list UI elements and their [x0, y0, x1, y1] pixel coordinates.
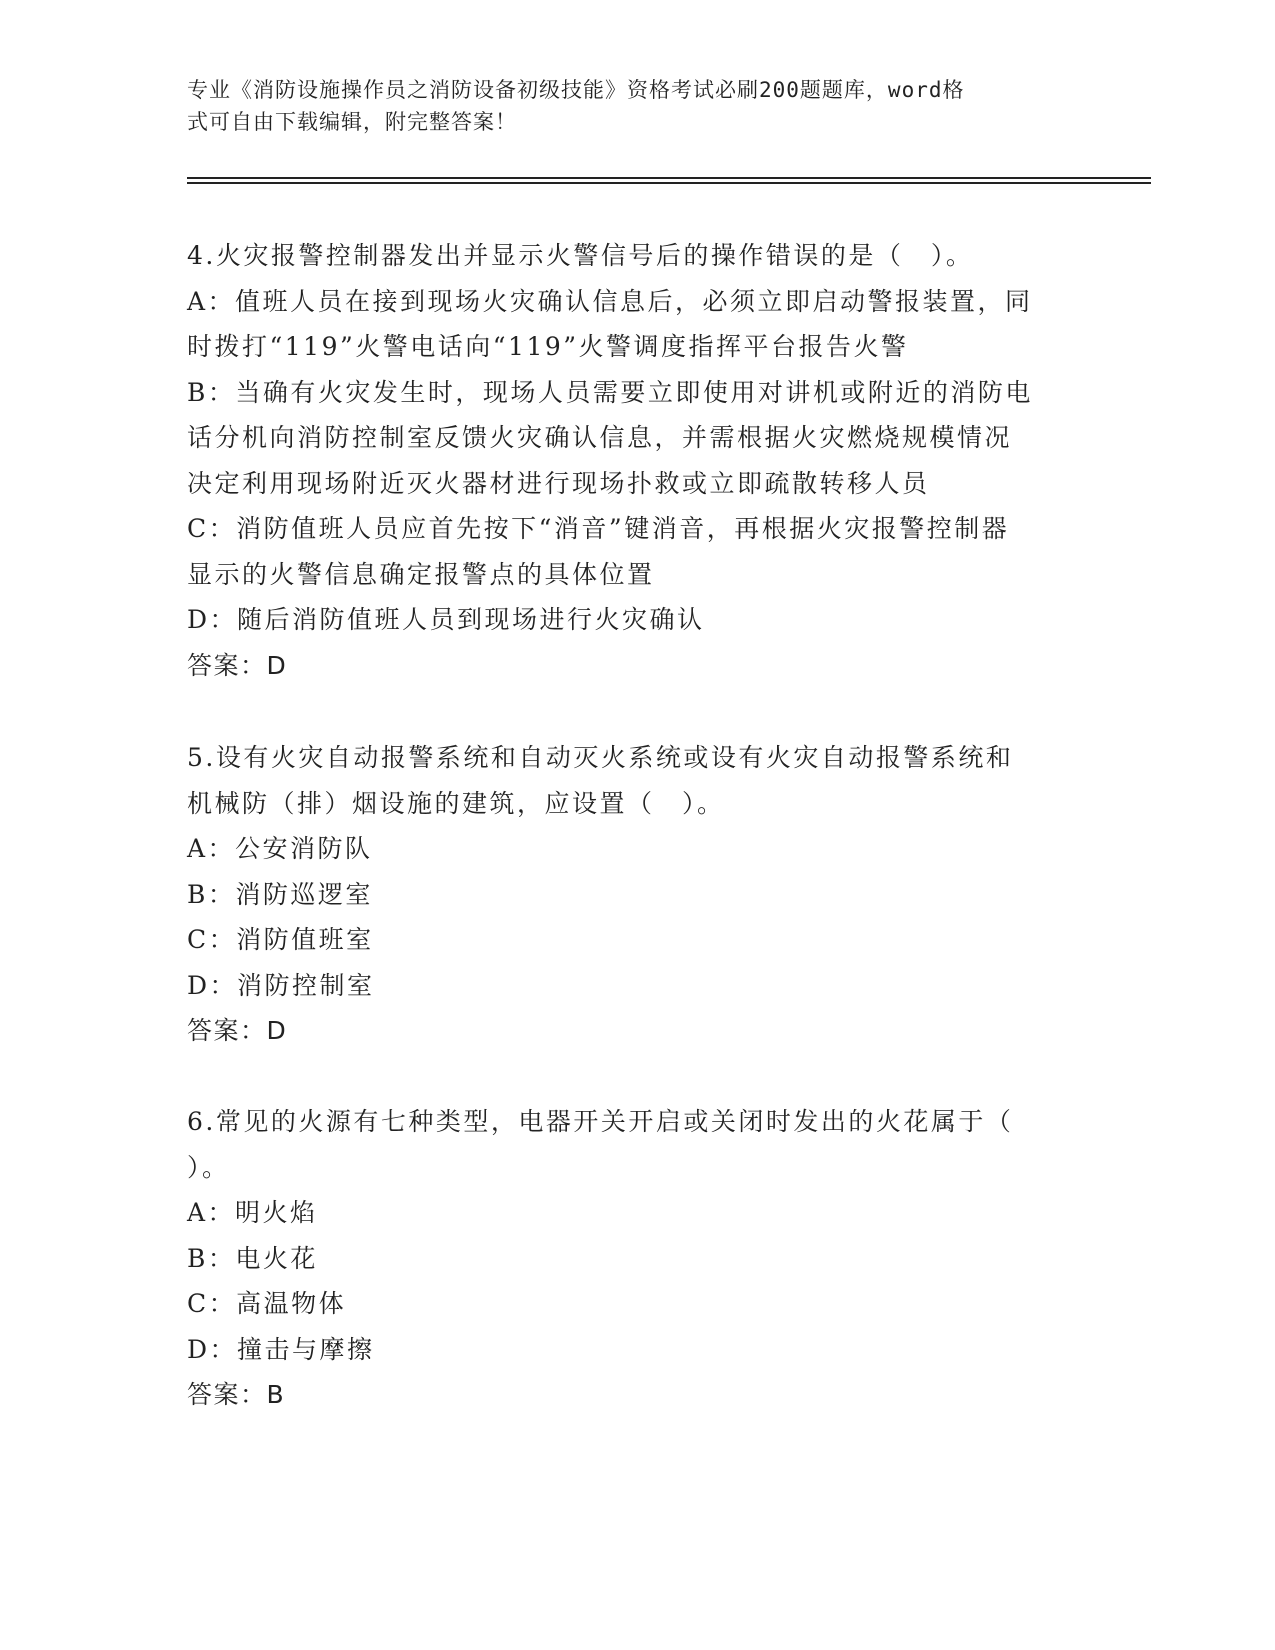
option-line: A：值班人员在接到现场火灾确认信息后，必须立即启动警报装置，同 [187, 286, 1033, 316]
question-stem [187, 735, 1077, 826]
option-line: B：消防巡逻室 [187, 879, 373, 909]
option-line: C：高温物体 [187, 1289, 347, 1318]
answer: 答案：D [187, 650, 288, 680]
option-a [187, 279, 1077, 370]
option-line: 时拨打“119”火警电话向“119”火警调度指挥平台报告火警 [187, 332, 909, 361]
option-d [187, 597, 1077, 643]
question-stem [187, 233, 1077, 279]
option-b [187, 872, 1077, 918]
option-line: D：消防控制室 [187, 970, 375, 1000]
header-divider-top [187, 177, 1151, 179]
option-line: D：随后消防值班人员到现场进行火灾确认 [187, 605, 705, 634]
answer: 答案：D [187, 1016, 288, 1045]
option-line: 话分机向消防控制室反馈火灾确认信息，并需根据火灾燃烧规模情况 [187, 423, 1013, 452]
answer: 答案：B [187, 1380, 286, 1409]
option-line: C：消防值班人员应首先按下“消音”键消音，再根据火灾报警控制器 [187, 514, 1010, 543]
option-c [187, 1281, 1077, 1327]
option-line: D：撞击与摩擦 [187, 1334, 375, 1364]
question-stem [187, 1099, 1077, 1190]
option-b [187, 1236, 1077, 1282]
option-line: 显示的火警信息确定报警点的具体位置 [187, 559, 655, 589]
option-line: A：公安消防队 [187, 834, 373, 863]
question-4 [187, 233, 1077, 688]
option-line: 决定利用现场附近灭火器材进行现场扑救或立即疏散转移人员 [187, 468, 930, 498]
question-6 [187, 1099, 1077, 1418]
stem-line: 机械防（排）烟设施的建筑，应设置（ ）。 [187, 788, 725, 818]
option-line: C：消防值班室 [187, 925, 374, 954]
header-line: 式可自由下载编辑，附完整答案！ [187, 110, 517, 134]
stem-line: 6.常见的火源有七种类型，电器开关开启或关闭时发出的火花属于（ [187, 1107, 1014, 1136]
option-a [187, 1190, 1077, 1236]
document-header [187, 74, 1067, 138]
header-divider-bottom [187, 182, 1151, 184]
question-5 [187, 735, 1077, 1054]
option-c [187, 506, 1077, 597]
stem-line: 4.火灾报警控制器发出并显示火警信号后的操作错误的是（ ）。 [187, 241, 974, 270]
option-d [187, 1327, 1077, 1373]
stem-line: 5.设有火灾自动报警系统和自动灭火系统或设有火灾自动报警系统和 [187, 743, 1014, 772]
option-a [187, 826, 1077, 872]
option-d [187, 963, 1077, 1009]
header-line: 专业《消防设施操作员之消防设备初级技能》资格考试必刷200题题库，word格 [187, 78, 965, 102]
stem-line: ）。 [187, 1152, 230, 1182]
option-line: A：明火焰 [187, 1198, 318, 1227]
option-line: B：当确有火灾发生时，现场人员需要立即使用对讲机或附近的消防电 [187, 377, 1033, 407]
option-c [187, 917, 1077, 963]
option-line: B：电火花 [187, 1243, 318, 1273]
option-b [187, 370, 1077, 507]
